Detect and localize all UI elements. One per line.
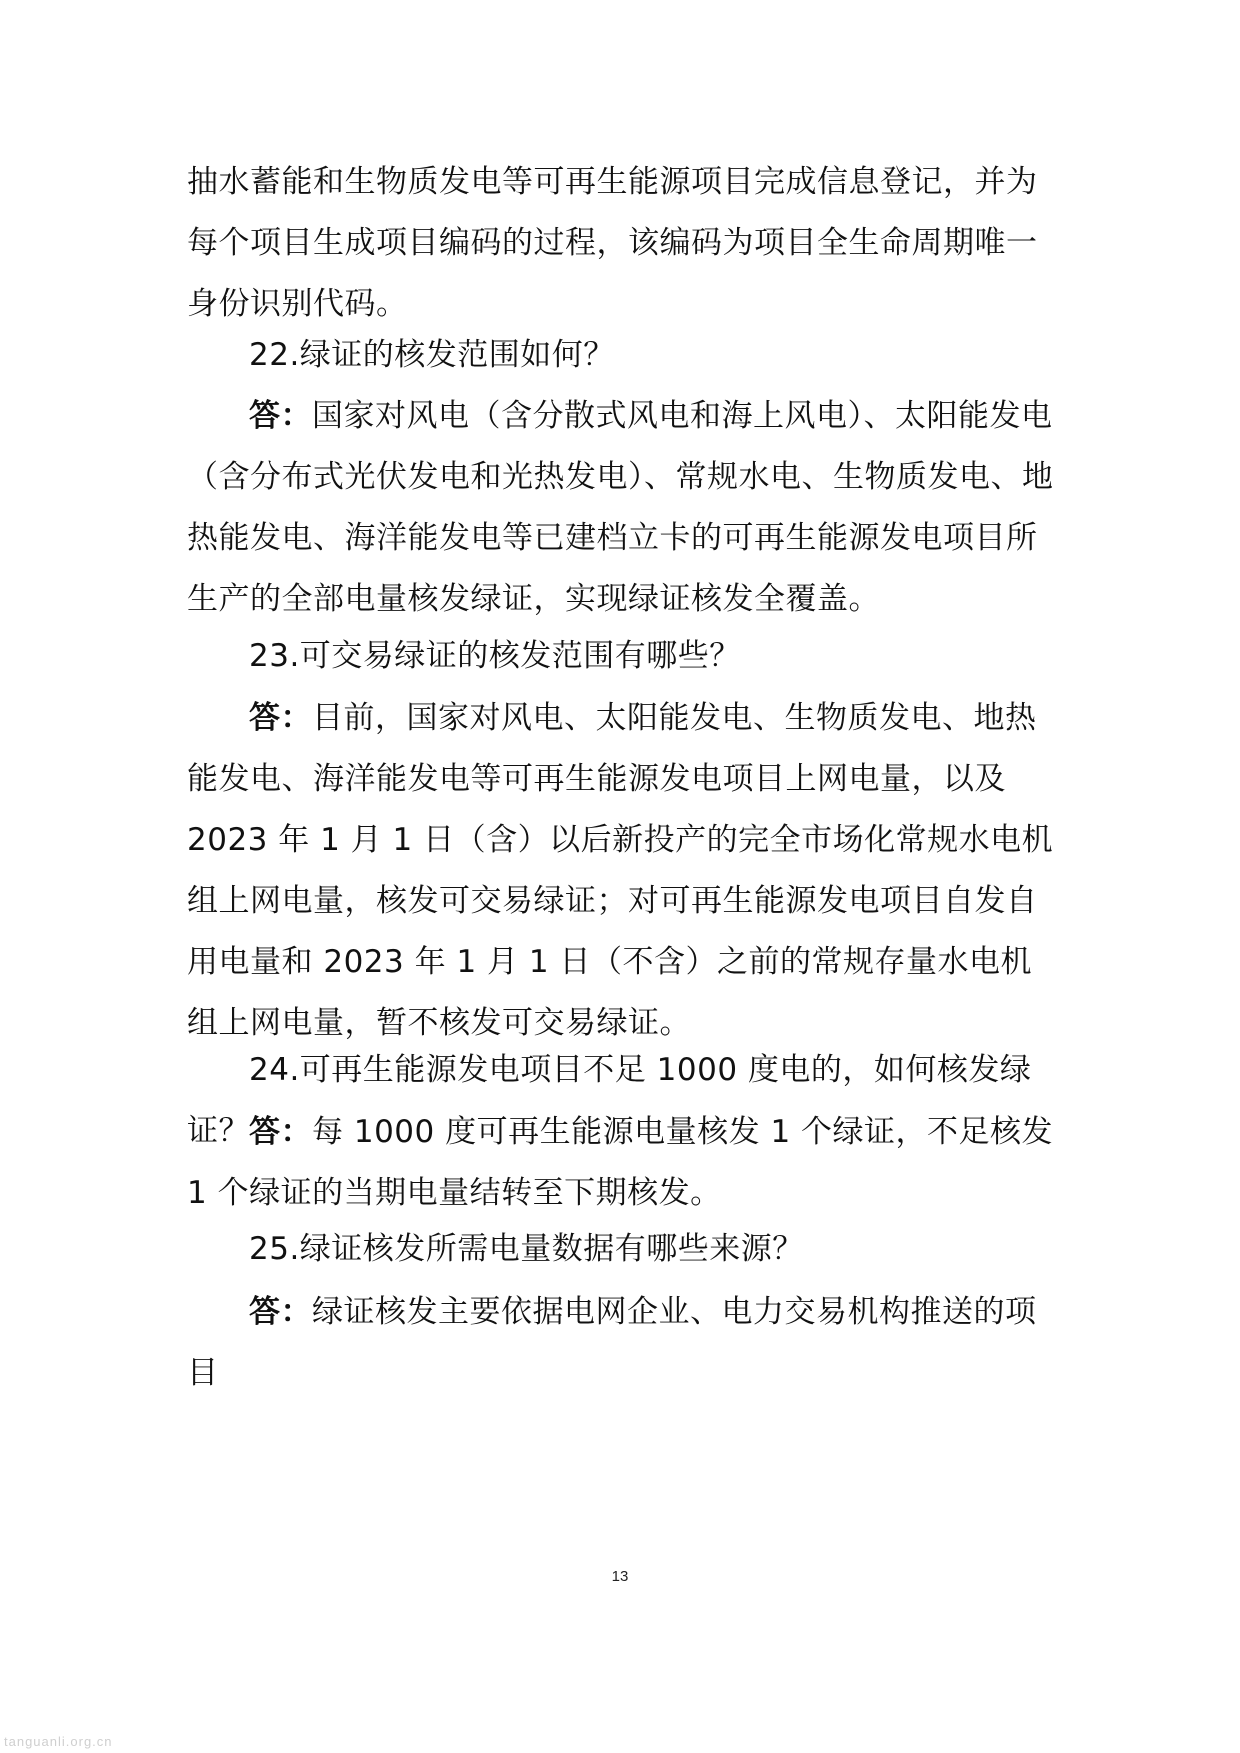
page-number: 13 [611,1568,629,1585]
answer-label: 答： [249,398,312,434]
answer-text: 每 1000 度可再生能源电量核发 1 个绿证，不足核发 1 个绿证的当期电量结转至下期核发。 [187,1114,1054,1211]
question-23: 23.可交易绿证的核发范围有哪些？ [249,638,741,674]
answer-label: 答： [249,1294,312,1330]
answer-block-22 [187,386,1055,630]
answer-text: 国家对风电（含分散式风电和海上风电）、太阳能发电（含分布式光伏发电和光热发电）、常规水电、生物质发电、地热能发电、海洋能发电等已建档立卡的可再生能源发电项目所生产的全部电量核发绿证，实现绿证核发全覆盖。 [187,398,1054,617]
question-25: 25.绿证核发所需电量数据有哪些来源？ [249,1231,804,1267]
answer-text: 目前，国家对风电、太阳能发电、生物质发电、地热能发电、海洋能发电等可再生能源发电项目上网电量，以及 2023 年 1 月 1 日（含）以后新投产的完全市场化常规水电机组上网电量，核发可交易绿证；对可再生能源发电项目自发自用电量和 2023 年 1 月 1 日（不含）之前的常规存量水电机组上网电量，暂不核发可交易绿证。 [187,700,1054,1041]
answer-block-23 [187,688,1055,1054]
answer-label: 答： [249,1114,312,1150]
answer-block-24 [187,1102,1055,1224]
watermark: tanguanli.org.cn [4,1734,113,1749]
answer-24 [187,1102,1055,1224]
qa-block-25 [187,1219,1055,1280]
question-24: 24.可再生能源发电项目不足 1000 度电的，如何核发绿证？ [187,1052,1032,1149]
answer-block-25 [187,1282,1055,1404]
answer-label: 答： [249,700,312,736]
answer-25 [187,1282,1055,1404]
qa-block-23 [187,626,1055,687]
answer-23 [187,688,1055,1054]
qa-block-22 [187,325,1055,386]
intro-paragraph [187,152,1055,335]
answer-22 [187,386,1055,630]
answer-text: 绿证核发主要依据电网企业、电力交易机构推送的项目 [187,1294,1037,1391]
question-22: 22.绿证的核发范围如何？ [249,337,615,373]
intro-text: 抽水蓄能和生物质发电等可再生能源项目完成信息登记，并为每个项目生成项目编码的过程，该编码为项目全生命周期唯一身份识别代码。 [187,164,1038,322]
